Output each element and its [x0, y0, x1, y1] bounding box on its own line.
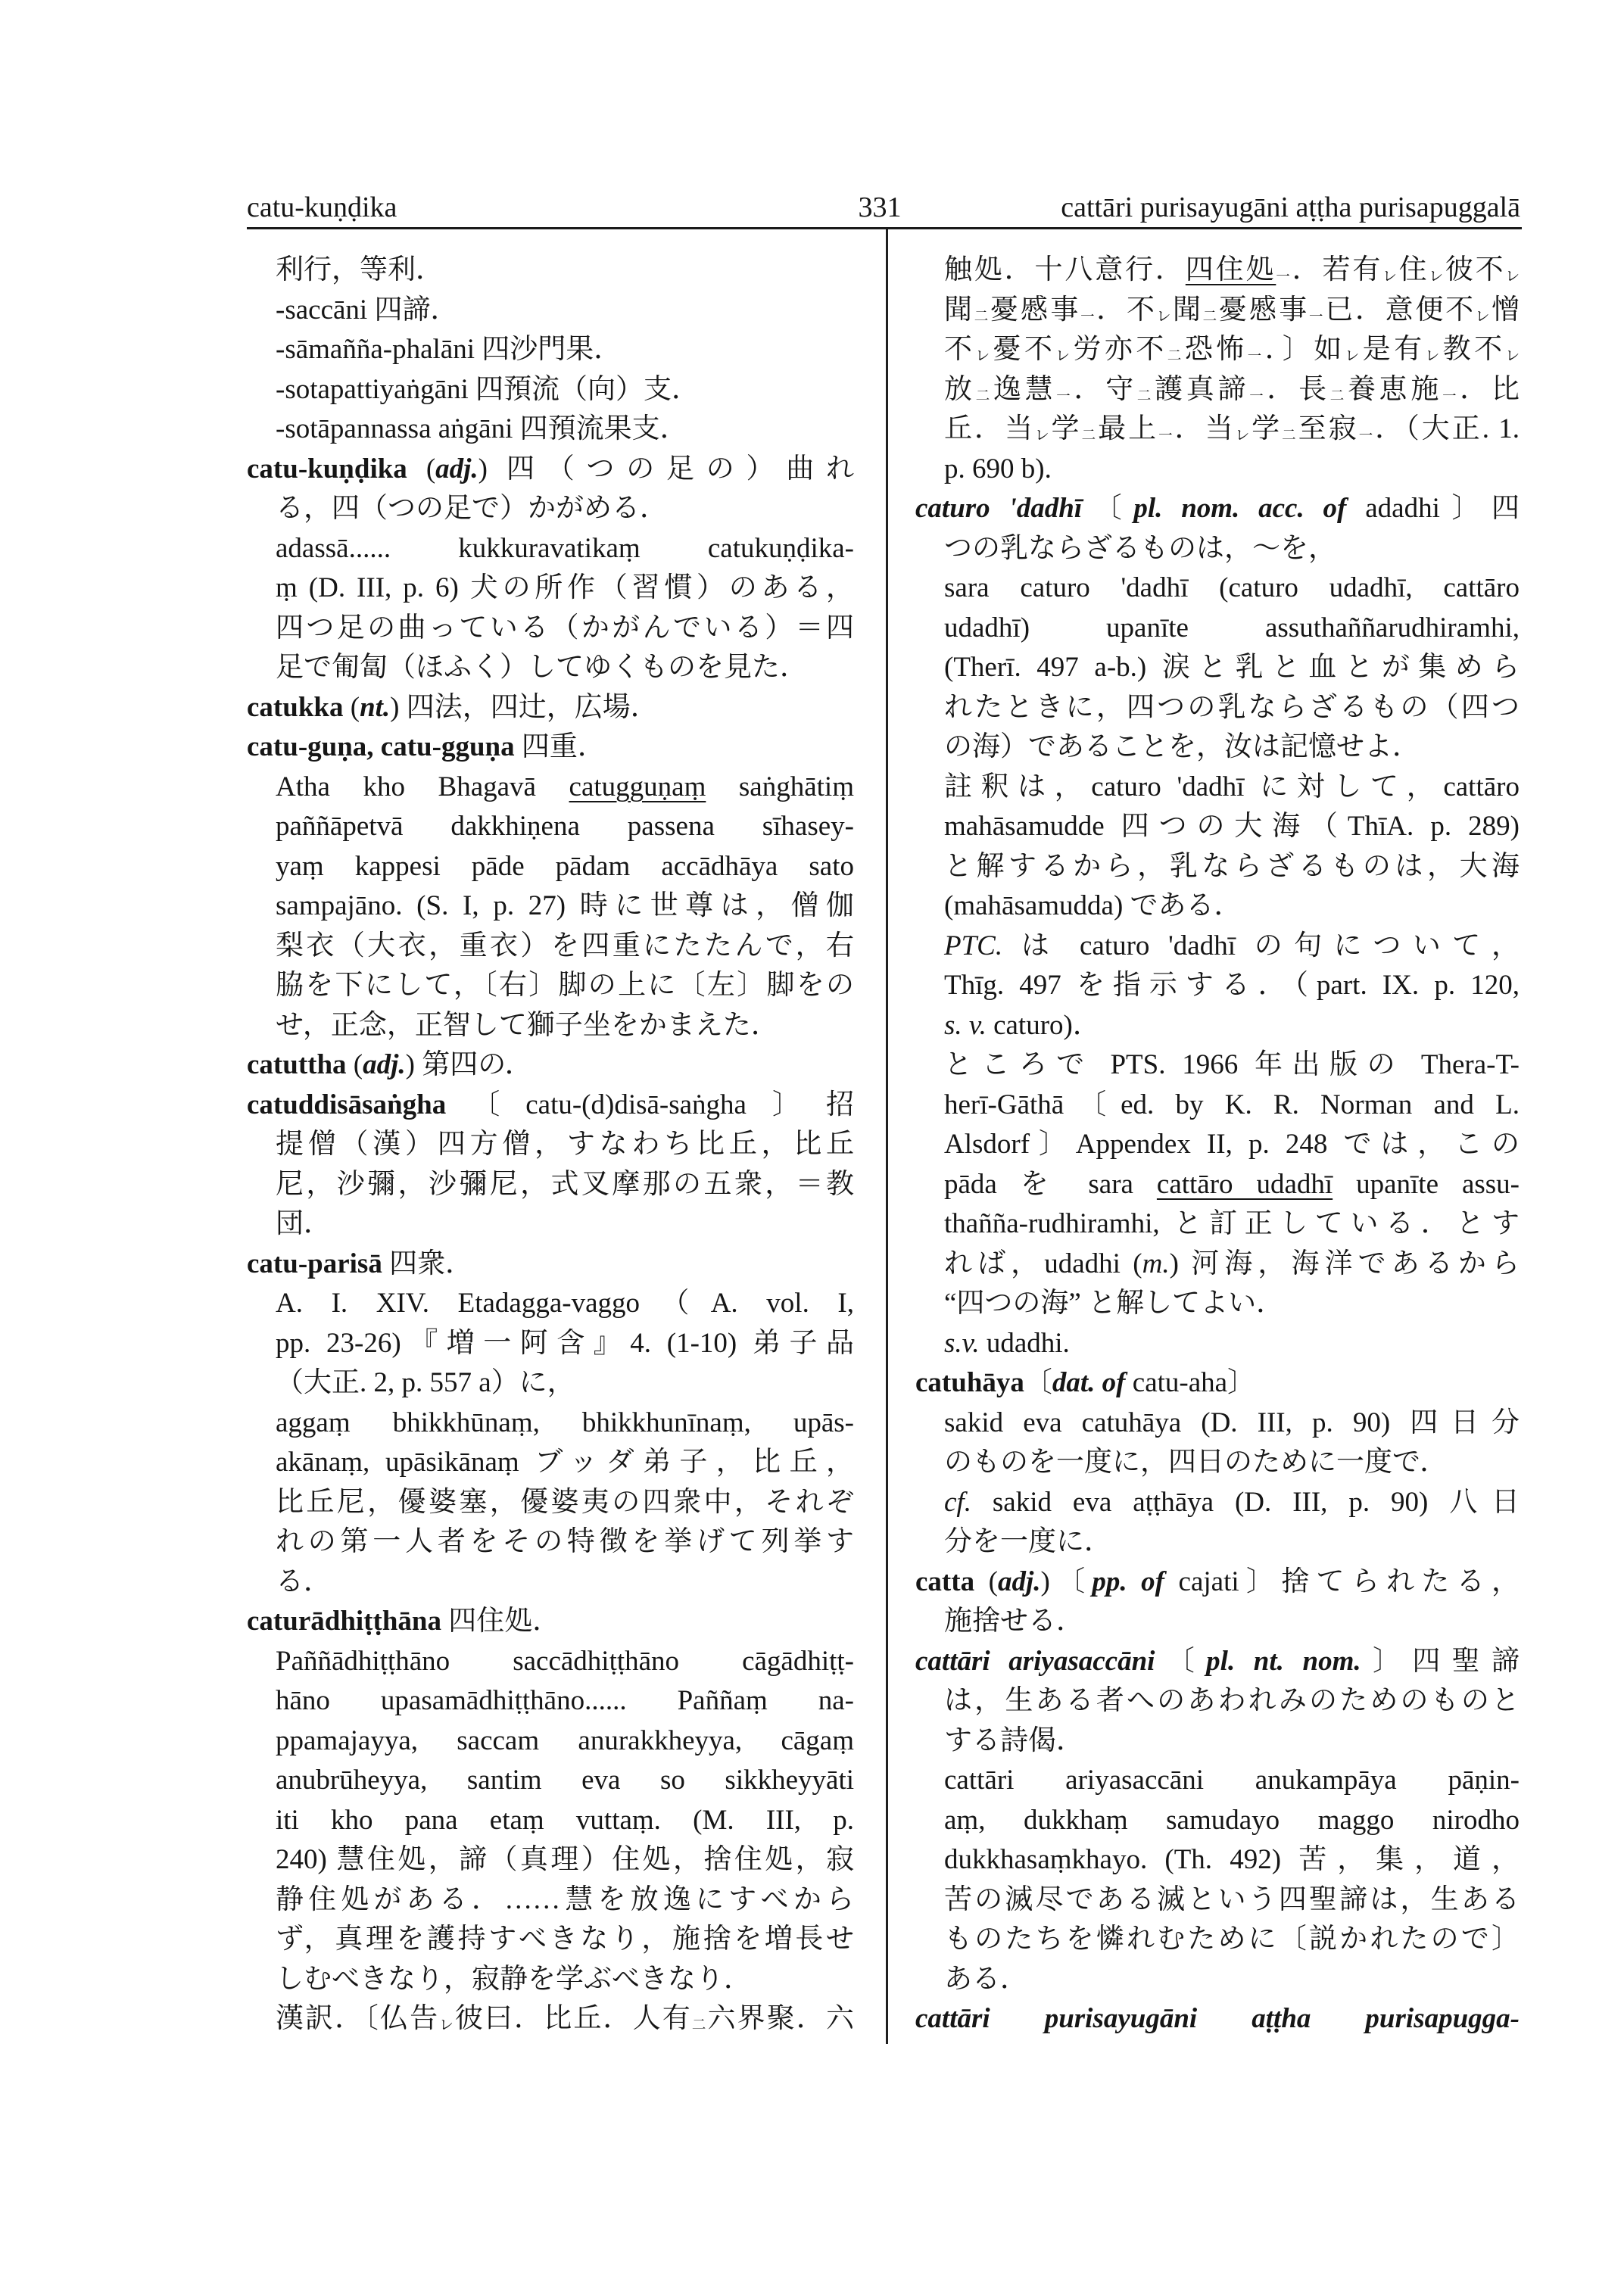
text-line: [247, 1920, 854, 1960]
text-run: p. 690 b).: [944, 453, 1052, 484]
kaeriten-mark: ㆒: [1276, 269, 1292, 285]
text-line: [247, 1363, 854, 1404]
text-run: 〔catu-(d)disā-saṅgha〕招: [446, 1089, 854, 1120]
text-run: sakid eva aṭṭhāya (D. III, p. 90) 八日: [971, 1486, 1520, 1518]
text-line: [247, 1483, 854, 1523]
text-run: ある．: [944, 1963, 1028, 1995]
text-line: [247, 1840, 854, 1880]
text-run: “四つの海” と解してよい．: [944, 1288, 1285, 1319]
text-line: [247, 847, 854, 887]
text-run: -sotāpannassa aṅgāni 四預流果支．: [276, 413, 688, 444]
text-run: 註釈は，caturo 'dadhī に対して，cattāro: [944, 771, 1520, 802]
text-line: [247, 330, 854, 370]
text-line: [915, 1284, 1520, 1324]
text-run: anubrūheyya, santim eva so sikkheyyāti: [276, 1765, 854, 1796]
kaeriten-mark: ㆓: [1202, 309, 1219, 325]
text-run: pāda を sara: [944, 1168, 1157, 1200]
headword: caturādhiṭṭhāna: [247, 1606, 441, 1637]
text-run: 静住処がある．……慧を放逸にすべから: [276, 1883, 854, 1915]
text-run: A. I. XIV. Etadagga-vaggo（A. vol. I,: [276, 1288, 854, 1319]
text-run: 比丘尼，優婆塞，優婆夷の四衆中，それぞ: [276, 1486, 854, 1518]
text-run: 不㆑憂不㆑労亦不㆓恐怖㆒．〕如㆑是有㆑教不㆑: [944, 334, 1520, 365]
headword-line: [915, 489, 1520, 529]
text-line: [915, 1721, 1520, 1762]
text-line: [247, 1522, 854, 1562]
grammar-label: adj.: [435, 453, 478, 484]
text-run: mahāsamudde 四つの大海（ThīA. p. 289): [944, 811, 1520, 842]
text-line: [247, 886, 854, 927]
kaeriten-mark: ㆒: [1358, 428, 1376, 444]
kaeriten-mark: ㆓: [691, 2017, 708, 2033]
text-run: Paññādhiṭṭhāno saccādhiṭṭhāno cāgādhiṭṭ-: [276, 1645, 854, 1677]
text-line: [247, 529, 854, 569]
text-run: しむべきなり，寂静を学ぶべきなり．: [276, 1963, 752, 1995]
text-line: [915, 886, 1520, 927]
text-run: 四住処．: [441, 1606, 561, 1637]
headword-line: [915, 1642, 1520, 1682]
running-head-last-entry: cattāri purisayugāni aṭṭha purisapuggalā: [1061, 192, 1520, 223]
kaeriten-mark: ㆓: [1329, 388, 1348, 404]
text-line: [915, 450, 1520, 490]
text-run: ず，真理を護持すべきなり，施捨を増長せ: [276, 1924, 854, 1955]
text-run: ものたちを憐れむために〔説かれたので〕: [944, 1924, 1520, 1955]
text-line: [915, 1045, 1520, 1086]
text-line: [915, 1125, 1520, 1165]
text-run: yaṃ kappesi pāde pādam accādhāya sato: [276, 850, 854, 882]
underlined-text: catugguṇaṃ: [569, 771, 706, 802]
kaeriten-mark: ㆑: [975, 348, 993, 364]
text-run: 〔: [1082, 493, 1134, 524]
text-line: [247, 1999, 854, 2039]
kaeriten-mark: ㆓: [1282, 428, 1298, 444]
text-run: 尼，沙彌，沙彌尼，式叉摩那の五衆，＝教: [276, 1168, 854, 1200]
text-run: (: [346, 1049, 363, 1080]
text-line: [247, 410, 854, 450]
headword-line: [247, 450, 854, 490]
text-run: る．: [276, 1566, 332, 1597]
text-run: -sāmañña-phalāni 四沙門果．: [276, 334, 622, 365]
headword-line: [247, 688, 854, 728]
text-run: と解するから，乳ならざるものは，大海: [944, 850, 1520, 882]
headword: catuhāya: [915, 1367, 1024, 1398]
text-run: れたときに，四つの乳ならざるもの（四つ: [944, 691, 1520, 723]
text-run: upanīte assu-: [1333, 1168, 1520, 1200]
text-run: 240) 慧住処，諦（真理）住処，捨住処，寂: [276, 1844, 854, 1875]
text-run: 放㆓逸慧㆒．守㆓護真諦㆒．長㆓養恵施㆒．比: [944, 373, 1520, 405]
text-run: 梨衣（大衣，重衣）を四重にたたんで，右: [276, 930, 854, 961]
text-line: [915, 1602, 1520, 1642]
headword: catu-guṇa, catu-gguṇa: [247, 731, 515, 762]
text-line: [247, 1284, 854, 1324]
kaeriten-mark: ㆒: [1442, 388, 1460, 404]
text-line: [247, 489, 854, 529]
text-line: [915, 1443, 1520, 1483]
text-run: ) 第四の．: [405, 1049, 533, 1080]
text-run: adadhi〕四: [1346, 493, 1520, 524]
text-run: れの第一人者をその特徴を挙げて列挙す: [276, 1526, 854, 1557]
text-line: [915, 1880, 1520, 1921]
text-run: cattāri ariyasaccāni anukampāya pāṇin-: [944, 1765, 1520, 1796]
text-line: [915, 768, 1520, 808]
text-run: (: [407, 453, 436, 484]
text-line: [247, 1681, 854, 1721]
text-line: [247, 927, 854, 967]
text-line: [915, 847, 1520, 887]
text-line: [915, 927, 1520, 967]
text-run: -saccāni 四諦．: [276, 294, 459, 326]
page-number: 331: [858, 192, 902, 223]
text-line: [915, 688, 1520, 728]
right-column: [915, 251, 1520, 2039]
italic-label: cf.: [944, 1486, 971, 1518]
kaeriten-mark: ㆓: [1167, 348, 1185, 364]
text-run: のものを一度に，四日のために一度で．: [944, 1447, 1448, 1478]
text-line: [915, 251, 1520, 291]
text-run: は caturo 'dadhī の句について，: [1002, 930, 1520, 961]
grammar-label: adj.: [997, 1566, 1041, 1597]
text-line: [915, 1483, 1520, 1523]
text-run: 四衆．: [382, 1248, 474, 1279]
text-run: ㆒．若有㆑住㆑彼不㆑: [1276, 254, 1520, 285]
text-line: [915, 1086, 1520, 1126]
text-run: ところで PTS. 1966 年出版の Thera-T-: [944, 1049, 1520, 1080]
text-run: 四つ足の曲っている（かがんでいる）＝四: [276, 612, 854, 643]
running-head: [247, 191, 1520, 224]
text-line: [915, 1245, 1520, 1285]
headword: catuddisāsaṅgha: [247, 1089, 447, 1120]
headword: cattāri ariyasaccāni: [915, 1645, 1155, 1677]
text-run: Alsdorf〕Appendex II, p. 248 では，この: [944, 1129, 1520, 1160]
text-run: (mahāsamudda) である．: [944, 890, 1242, 921]
italic-label: m.: [1142, 1248, 1170, 1279]
headword: catukka: [247, 691, 344, 723]
kaeriten-mark: ㆓: [1136, 388, 1155, 404]
text-line: [915, 1165, 1520, 1205]
text-run: 丘．当㆑学㆓最上㆒．当㆑学㆓至寂㆒．（大正. 1.: [944, 413, 1520, 444]
headword-line: [915, 1562, 1520, 1603]
text-run: 〔: [1024, 1367, 1052, 1398]
text-run: pp. 23-26)『増一阿含』4. (1-10) 弟子品: [276, 1327, 854, 1359]
text-line: [247, 807, 854, 847]
text-run: thañña-rudhiramhi, と訂正している．とす: [944, 1208, 1520, 1239]
grammar-label: pl. nom. acc. of: [1133, 493, 1347, 524]
kaeriten-mark: ㆓: [974, 309, 990, 325]
grammar-label: pp. of: [1092, 1566, 1165, 1597]
kaeriten-mark: ㆒: [1309, 309, 1326, 325]
text-run: 苦の滅尽である滅という四聖諦は，生ある: [944, 1883, 1520, 1915]
text-run: cajati〕捨てられたる，: [1164, 1566, 1520, 1597]
text-run: の海）であることを，汝は記憶せよ．: [944, 731, 1420, 762]
text-run: saṅghātiṃ: [706, 771, 854, 802]
text-line: [247, 1404, 854, 1444]
text-line: [915, 1761, 1520, 1801]
text-run: dukkhasaṃkhayo. (Th. 492) 苦，集，道，: [944, 1844, 1520, 1875]
grammar-label: nt.: [360, 691, 391, 723]
text-line: [247, 1562, 854, 1603]
text-line: [915, 1681, 1520, 1721]
text-run: 利行，等利．: [276, 254, 444, 285]
text-line: [915, 1840, 1520, 1880]
kaeriten-mark: ㆑: [1429, 269, 1445, 285]
text-run: 提僧（漢）四方僧，すなわち比丘，比丘: [276, 1129, 854, 1160]
kaeriten-mark: ㆑: [1156, 309, 1173, 325]
text-line: [915, 807, 1520, 847]
text-run: catu-aha〕: [1125, 1367, 1256, 1398]
text-line: [247, 370, 854, 410]
text-line: [247, 1443, 854, 1483]
text-line: [915, 727, 1520, 768]
left-column: [247, 251, 854, 2039]
text-line: [247, 1324, 854, 1364]
text-line: [915, 1522, 1520, 1562]
headword-line: [915, 1999, 1520, 2039]
kaeriten-mark: ㆑: [1055, 348, 1074, 364]
kaeriten-mark: ㆑: [1235, 428, 1252, 444]
text-run: iti kho pana etaṃ vuttaṃ. (M. III, p.: [276, 1804, 854, 1836]
headword-line: [247, 1602, 854, 1642]
text-line: [247, 1761, 854, 1801]
text-run: sampajāno. (S. I, p. 27) 時に世尊は，僧伽: [276, 890, 854, 921]
text-run: ṃ (D. III, p. 6) 犬の所作（習慣）のある，: [276, 572, 854, 603]
kaeriten-mark: ㆓: [1081, 428, 1099, 444]
italic-label: PTC.: [944, 930, 1003, 961]
text-run: つの乳ならざるものは，～を，: [944, 532, 1336, 564]
text-line: [247, 768, 854, 808]
text-line: [915, 1960, 1520, 2000]
text-run: ppamajayya, saccam anurakkheyya, cāgaṃ: [276, 1724, 854, 1756]
kaeriten-mark: ㆒: [1080, 309, 1097, 325]
header-rule: [247, 227, 1522, 229]
text-line: [915, 609, 1520, 649]
text-line: [915, 1204, 1520, 1245]
headword-line: [915, 1363, 1520, 1404]
text-line: [247, 648, 854, 688]
text-run: 〕四聖諦: [1361, 1645, 1520, 1677]
text-line: [247, 1801, 854, 1841]
text-line: [247, 1721, 854, 1762]
text-run: sara caturo 'dadhī (caturo udadhī, cattāro: [944, 572, 1520, 603]
text-line: [915, 648, 1520, 688]
grammar-label: dat. of: [1052, 1367, 1126, 1398]
text-line: [915, 1006, 1520, 1046]
headword: cattāri purisayugāni aṭṭha purisapugga-: [915, 2003, 1520, 2034]
headword-line: [247, 1045, 854, 1086]
kaeriten-mark: ㆑: [1035, 428, 1052, 444]
running-head-first-entry: catu-kuṇḍika: [247, 192, 397, 223]
text-run: 分を一度に．: [944, 1526, 1112, 1557]
text-run: する詩偈．: [944, 1724, 1084, 1756]
column-divider: [886, 229, 888, 2044]
underlined-text: cattāro udadhī: [1156, 1168, 1333, 1200]
kaeriten-mark: ㆑: [1475, 309, 1492, 325]
text-run: れば，udadhi (: [944, 1248, 1142, 1279]
text-line: [915, 1404, 1520, 1444]
text-run: 漢訳．〔仏告㆑彼曰．比丘．人有㆓六界聚．六: [276, 2003, 854, 2034]
text-line: [915, 966, 1520, 1006]
text-run: -sotapattiyaṅgāni 四預流（向）支．: [276, 373, 700, 405]
text-run: る，四（つの足で）かがめる．: [276, 493, 668, 524]
italic-label: s.v.: [944, 1327, 980, 1359]
text-run: caturo)．: [986, 1009, 1101, 1041]
text-run: ) 四法，四辻，広場．: [390, 691, 659, 723]
headword: catu-kuṇḍika: [247, 453, 407, 484]
kaeriten-mark: ㆒: [1249, 388, 1267, 404]
text-run: sakid eva catuhāya (D. III, p. 90) 四日分: [944, 1407, 1520, 1438]
text-line: [915, 291, 1520, 331]
text-run: ) 河海，海洋であるから: [1169, 1248, 1520, 1279]
headword-line: [247, 727, 854, 768]
text-run: Atha kho Bhagavā: [276, 771, 569, 802]
headword-line: [247, 1086, 854, 1126]
text-run: 触処．十八意行．: [944, 254, 1186, 285]
text-run: akānaṃ, upāsikānaṃ ブッダ弟子，比丘，: [276, 1447, 854, 1478]
text-run: 四重．: [514, 731, 606, 762]
text-line: [247, 291, 854, 331]
text-line: [247, 1642, 854, 1682]
text-run: 足で匍匐（ほふく）してゆくものを見た．: [276, 652, 808, 683]
text-line: [247, 1204, 854, 1245]
kaeriten-mark: ㆑: [439, 2017, 455, 2033]
text-run: udadhi.: [979, 1327, 1070, 1359]
text-line: [247, 1960, 854, 2000]
underlined-text: 四住処: [1185, 254, 1276, 285]
text-line: [915, 1920, 1520, 1960]
text-line: [247, 251, 854, 291]
text-run: herī-Gāthā〔ed. by K. R. Norman and L.: [944, 1089, 1520, 1120]
text-run: せ，正念，正智して獅子坐をかまえた．: [276, 1009, 779, 1041]
text-line: [915, 569, 1520, 609]
text-line: [915, 529, 1520, 569]
text-run: ) 四（つの足の）曲れ: [478, 453, 854, 484]
grammar-label: pl. nt. nom.: [1206, 1645, 1361, 1677]
text-run: (: [343, 691, 360, 723]
text-run: （大正. 2, p. 557 a）に，: [276, 1367, 575, 1398]
kaeriten-mark: ㆑: [1425, 348, 1443, 364]
text-run: 団．: [276, 1208, 332, 1239]
text-line: [247, 966, 854, 1006]
headword: caturo 'dadhī: [915, 493, 1083, 524]
kaeriten-mark: ㆓: [975, 388, 993, 404]
text-run: udadhī) upanīte assuthaññarudhiramhi,: [944, 612, 1520, 643]
text-run: aggaṃ bhikkhūnaṃ, bhikkhunīnaṃ, upās-: [276, 1407, 854, 1438]
text-line: [915, 410, 1520, 450]
text-run: 脇を下にして，〔右〕脚の上に〔左〕脚をの: [276, 970, 854, 1001]
text-line: [247, 1880, 854, 1921]
text-run: 施捨せる．: [944, 1606, 1084, 1637]
text-run: aṃ, dukkhaṃ samudayo maggo nirodho: [944, 1804, 1520, 1836]
grammar-label: adj.: [363, 1049, 406, 1080]
text-run: )〔: [1040, 1566, 1093, 1597]
text-line: [915, 1801, 1520, 1841]
text-run: は，生ある者へのあわれみのためのものと: [944, 1685, 1520, 1716]
text-line: [915, 370, 1520, 410]
text-run: (Therī. 497 a-b.) 涙と乳と血とが集めら: [944, 652, 1520, 683]
headword-line: [247, 1245, 854, 1285]
text-run: Thīg. 497 を指示する．（part. IX. p. 120,: [944, 970, 1520, 1001]
text-line: [247, 569, 854, 609]
text-line: [247, 1125, 854, 1165]
text-line: [915, 330, 1520, 370]
kaeriten-mark: ㆒: [1158, 428, 1175, 444]
text-line: [247, 1006, 854, 1046]
kaeriten-mark: ㆑: [1505, 348, 1520, 364]
text-run: 聞㆓憂慼事㆒．不㆑聞㆓憂慼事㆒已．意便不㆑憎: [944, 294, 1520, 326]
text-line: [247, 1165, 854, 1205]
text-line: [247, 609, 854, 649]
kaeriten-mark: ㆒: [1056, 388, 1074, 404]
text-run: (: [974, 1566, 998, 1597]
kaeriten-mark: ㆑: [1505, 269, 1520, 285]
headword: catuttha: [247, 1049, 347, 1080]
text-run: 〔: [1155, 1645, 1207, 1677]
text-run: paññāpetvā dakkhiṇena passena sīhasey-: [276, 811, 854, 842]
kaeriten-mark: ㆒: [1247, 348, 1265, 364]
kaeriten-mark: ㆑: [1345, 348, 1363, 364]
headword: catta: [915, 1566, 975, 1597]
text-run: adassā...... kukkuravatikaṃ catukuṇḍika-: [276, 532, 854, 564]
kaeriten-mark: ㆑: [1382, 269, 1399, 285]
text-line: [915, 1324, 1520, 1364]
text-run: hāno upasamādhiṭṭhāno...... Paññaṃ na-: [276, 1685, 854, 1716]
italic-label: s. v.: [944, 1009, 987, 1041]
headword: catu-parisā: [247, 1248, 382, 1279]
